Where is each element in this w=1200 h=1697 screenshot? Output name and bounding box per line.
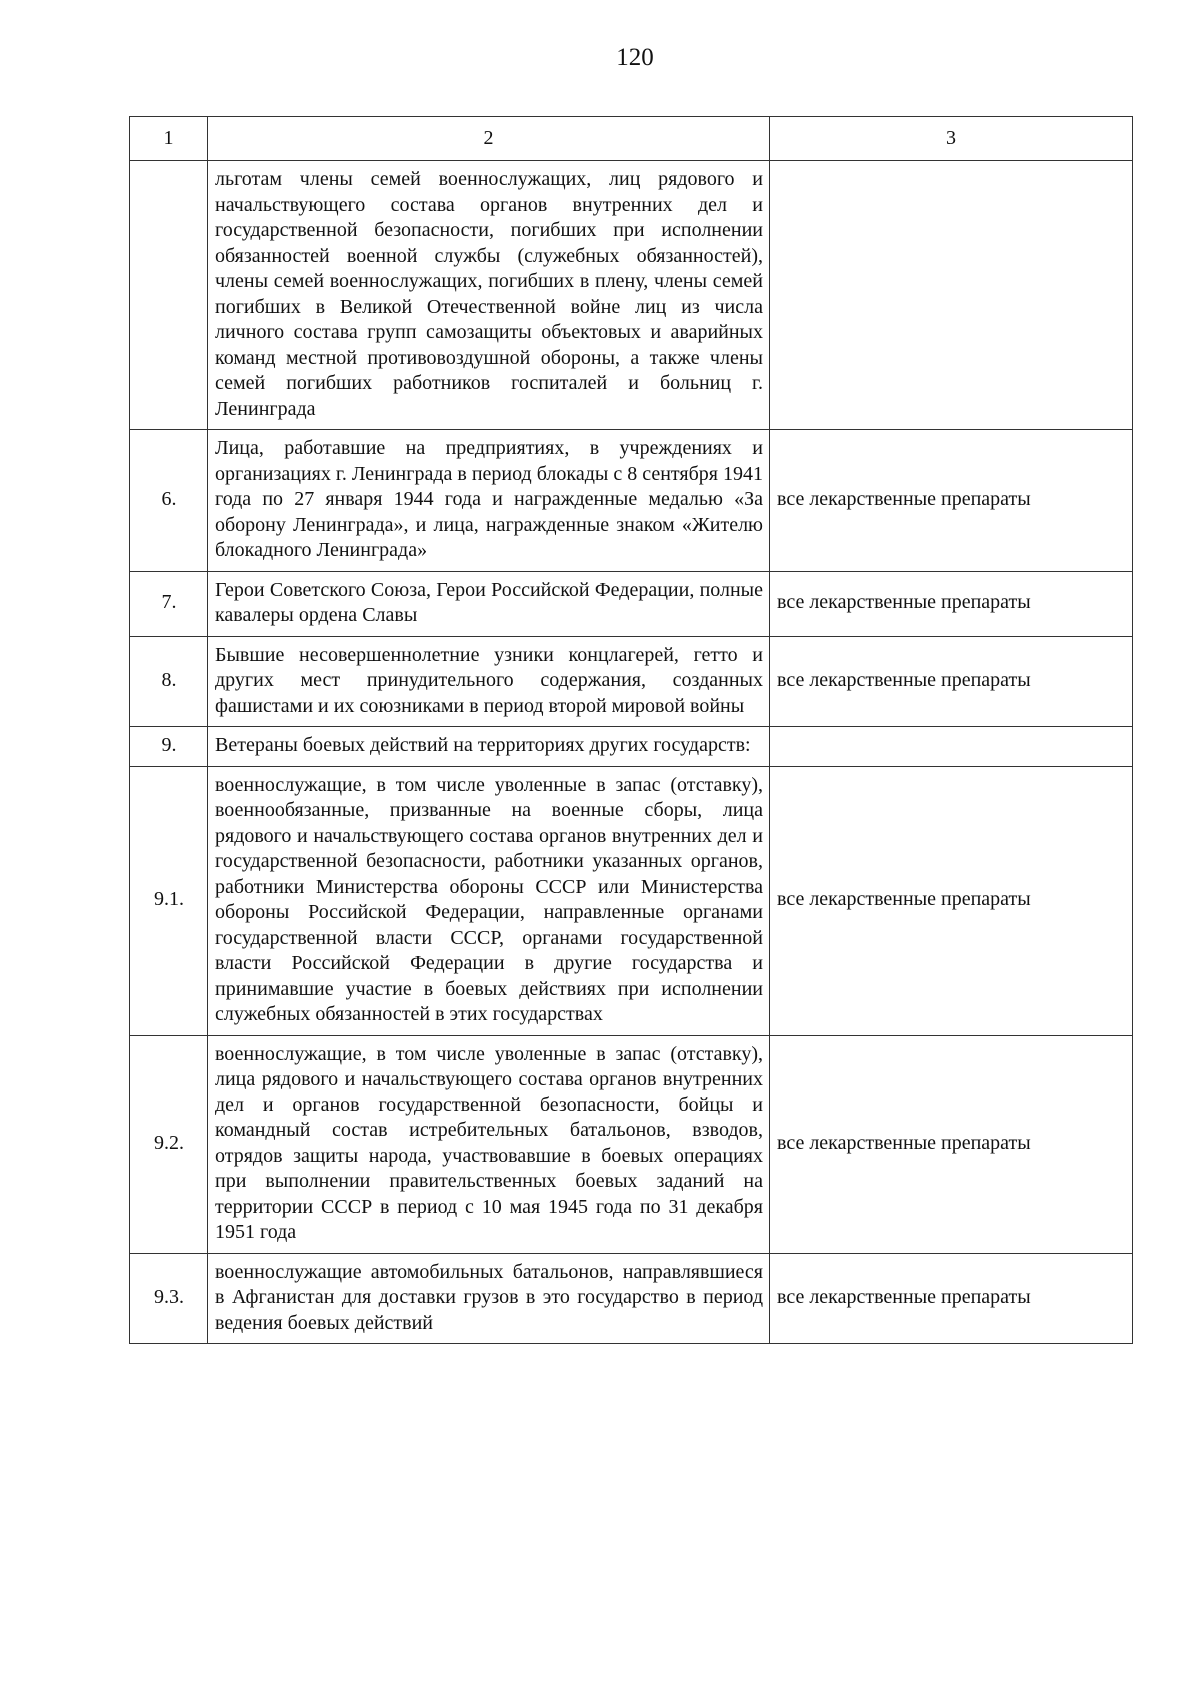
row-number: 9.3. (130, 1253, 208, 1344)
table-body (130, 117, 1133, 1344)
row-drugs: все лекарственные препараты (770, 1035, 1133, 1253)
row-number: 8. (130, 636, 208, 727)
table-row (130, 161, 1133, 430)
table-row (130, 636, 1133, 727)
row-number (130, 161, 208, 430)
row-description: военнослужащие, в том числе уволенные в запас (отставку), военнообязанные, призванные на военные сборы, лица рядового и начальствующего состава органов внутренних дел и государственной безопасности, работники указанных органов, работники Министерства обороны СССР или Министерства обороны Российской Федерации, направленные органами государственной власти СССР, органами государственной власти Российской Федерации в другие государства и принимавшие участие в боевых действиях при исполнении служебных обязанностей в этих государствах (208, 766, 770, 1035)
row-drugs: все лекарственные препараты (770, 571, 1133, 636)
table-row (130, 766, 1133, 1035)
header-col-1: 1 (130, 117, 208, 161)
page-number: 120 (616, 44, 654, 71)
row-number: 9. (130, 727, 208, 767)
table-row (130, 430, 1133, 572)
row-number: 7. (130, 571, 208, 636)
row-drugs: все лекарственные препараты (770, 430, 1133, 572)
row-description: Герои Советского Союза, Герои Российской Федерации, полные кавалеры ордена Славы (208, 571, 770, 636)
table-row (130, 571, 1133, 636)
benefits-table (129, 116, 1133, 1344)
row-description: льготам члены семей военнослужащих, лиц рядового и начальствующего состава органов внутренних дел и государственной безопасности, погибших при исполнении обязанностей военной службы (служебных обязанностей), члены семей военнослужащих, погибших в плену, члены семей погибших в Великой Отечественной войне лиц из числа личного состава групп самозащиты объектовых и аварийных команд местной противовоздушной обороны, а также члены семей погибших работников госпиталей и больниц г. Ленинграда (208, 161, 770, 430)
header-col-2: 2 (208, 117, 770, 161)
table-row (130, 1035, 1133, 1253)
row-drugs: все лекарственные препараты (770, 766, 1133, 1035)
row-number: 6. (130, 430, 208, 572)
row-drugs (770, 727, 1133, 767)
table-row (130, 727, 1133, 767)
row-drugs: все лекарственные препараты (770, 1253, 1133, 1344)
row-description: Бывшие несовершеннолетние узники концлагерей, гетто и других мест принудительного содержания, созданных фашистами и их союзниками в период второй мировой войны (208, 636, 770, 727)
row-number: 9.2. (130, 1035, 208, 1253)
header-col-3: 3 (770, 117, 1133, 161)
table-row (130, 1253, 1133, 1344)
row-drugs: все лекарственные препараты (770, 636, 1133, 727)
row-description: Лица, работавшие на предприятиях, в учреждениях и организациях г. Ленинграда в период блокады с 8 сентября 1941 года по 27 января 1944 года и награжденные медалью «За оборону Ленинграда», и лица, награжденные знаком «Жителю блокадного Ленинграда» (208, 430, 770, 572)
row-description: военнослужащие автомобильных батальонов, направлявшиеся в Афганистан для доставки грузов в это государство в период ведения боевых действий (208, 1253, 770, 1344)
row-description: Ветераны боевых действий на территориях других государств: (208, 727, 770, 767)
table-header-row (130, 117, 1133, 161)
row-description: военнослужащие, в том числе уволенные в запас (отставку), лица рядового и начальствующего состава органов внутренних дел и органов государственной безопасности, бойцы и командный состав истребительных батальонов, взводов, отрядов защиты народа, участвовавшие в боевых операциях при выполнении правительственных боевых заданий на территории СССР в период с 10 мая 1945 года по 31 декабря 1951 года (208, 1035, 770, 1253)
row-drugs (770, 161, 1133, 430)
row-number: 9.1. (130, 766, 208, 1035)
